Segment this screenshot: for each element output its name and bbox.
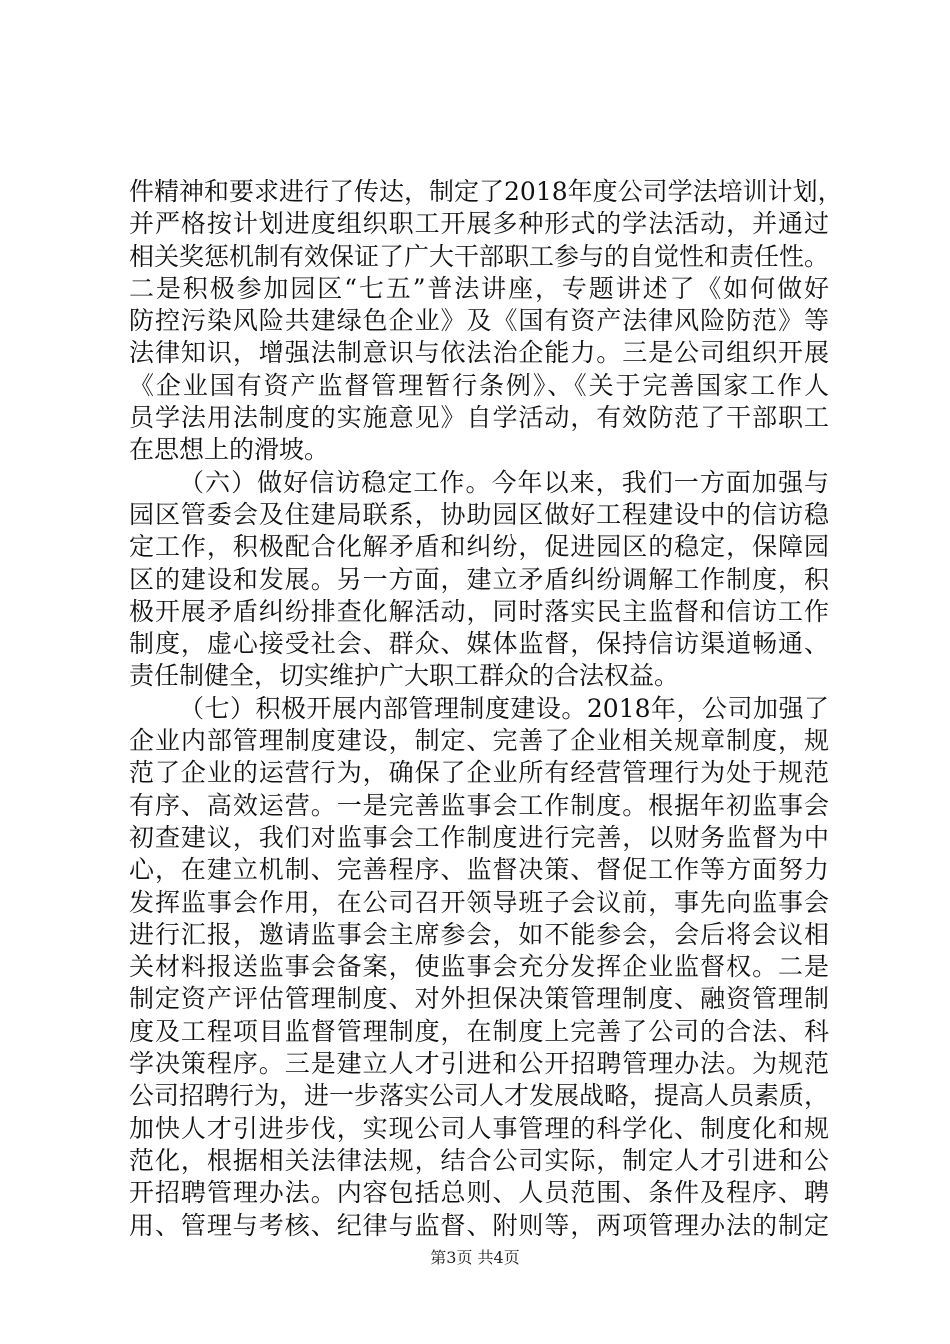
- text-line: 并严格按计划进度组织职工开展多种形式的学法活动，并通过: [129, 209, 829, 239]
- text-line: 法律知识，增强法制意识与依法治企能力。三是公司组织开展: [129, 338, 829, 368]
- text-line: 在思想上的滑坡。: [129, 435, 330, 465]
- text-line: 范化，根据相关法律法规，结合公司实际，制定人才引进和公: [129, 1145, 829, 1175]
- text-line: 定工作，积极配合化解矛盾和纠纷，促进园区的稳定，保障园: [129, 532, 829, 562]
- text-line: 度及工程项目监督管理制度，在制度上完善了公司的合法、科: [129, 1016, 829, 1046]
- text-line: 初查建议，我们对监事会工作制度进行完善，以财务监督为中: [129, 822, 829, 852]
- text-line: 用、管理与考核、纪律与监督、附则等，两项管理办法的制定: [129, 1210, 829, 1240]
- text-line: 范了企业的运营行为，确保了企业所有经营管理行为处于规范: [129, 758, 829, 788]
- text-line: 二是积极参加园区“七五”普法讲座，专题讲述了《如何做好: [129, 273, 829, 303]
- page-number-footer: 第3页 共4页: [430, 1248, 520, 1267]
- text-line: 有序、高效运营。一是完善监事会工作制度。根据年初监事会: [129, 790, 829, 820]
- text-line: 公司招聘行为，进一步落实公司人才发展战略，提高人员素质，: [129, 1081, 830, 1111]
- text-line: 制度，虚心接受社会、群众、媒体监督，保持信访渠道畅通、: [129, 629, 829, 659]
- text-line: 园区管委会及住建局联系，协助园区做好工程建设中的信访稳: [129, 499, 829, 529]
- text-line: 件精神和要求进行了传达，制定了2018年度公司学法培训计划，: [129, 177, 843, 206]
- text-line: 相关奖惩机制有效保证了广大干部职工参与的自觉性和责任性。: [129, 241, 830, 271]
- text-line: 防控污染风险共建绿色企业》及《国有资产法律风险防范》等: [129, 306, 829, 336]
- text-line: 责任制健全，切实维护广大职工群众的合法权益。: [129, 661, 680, 691]
- text-line: 企业内部管理制度建设，制定、完善了企业相关规章制度，规: [129, 726, 829, 756]
- text-line: 开招聘管理办法。内容包括总则、人员范围、条件及程序、聘: [129, 1178, 829, 1208]
- text-line: 关材料报送监事会备案，使监事会充分发挥企业监督权。二是: [129, 952, 829, 982]
- text-line: 学决策程序。三是建立人才引进和公开招聘管理办法。为规范: [129, 1049, 829, 1079]
- text-line: 制定资产评估管理制度、对外担保决策管理制度、融资管理制: [129, 984, 829, 1014]
- text-line: （六）做好信访稳定工作。今年以来，我们一方面加强与: [179, 467, 829, 497]
- text-line: （七）积极开展内部管理制度建设。2018年，公司加强了: [179, 693, 829, 723]
- document-body: [129, 176, 843, 1242]
- text-line: 区的建设和发展。另一方面，建立矛盾纠纷调解工作制度，积: [129, 564, 829, 594]
- text-line: 进行汇报，邀请监事会主席参会，如不能参会，会后将会议相: [129, 919, 829, 949]
- text-line: 员学法用法制度的实施意见》自学活动，有效防范了干部职工: [129, 403, 829, 433]
- text-line: 《企业国有资产监督管理暂行条例》、《关于完善国家工作人: [129, 370, 829, 400]
- text-line: 极开展矛盾纠纷排查化解活动，同时落实民主监督和信访工作: [129, 596, 829, 626]
- text-line: 发挥监事会作用，在公司召开领导班子会议前，事先向监事会: [129, 887, 829, 917]
- text-line: 心，在建立机制、完善程序、监督决策、督促工作等方面努力: [129, 855, 829, 885]
- text-line: 加快人才引进步伐，实现公司人事管理的科学化、制度化和规: [129, 1113, 829, 1143]
